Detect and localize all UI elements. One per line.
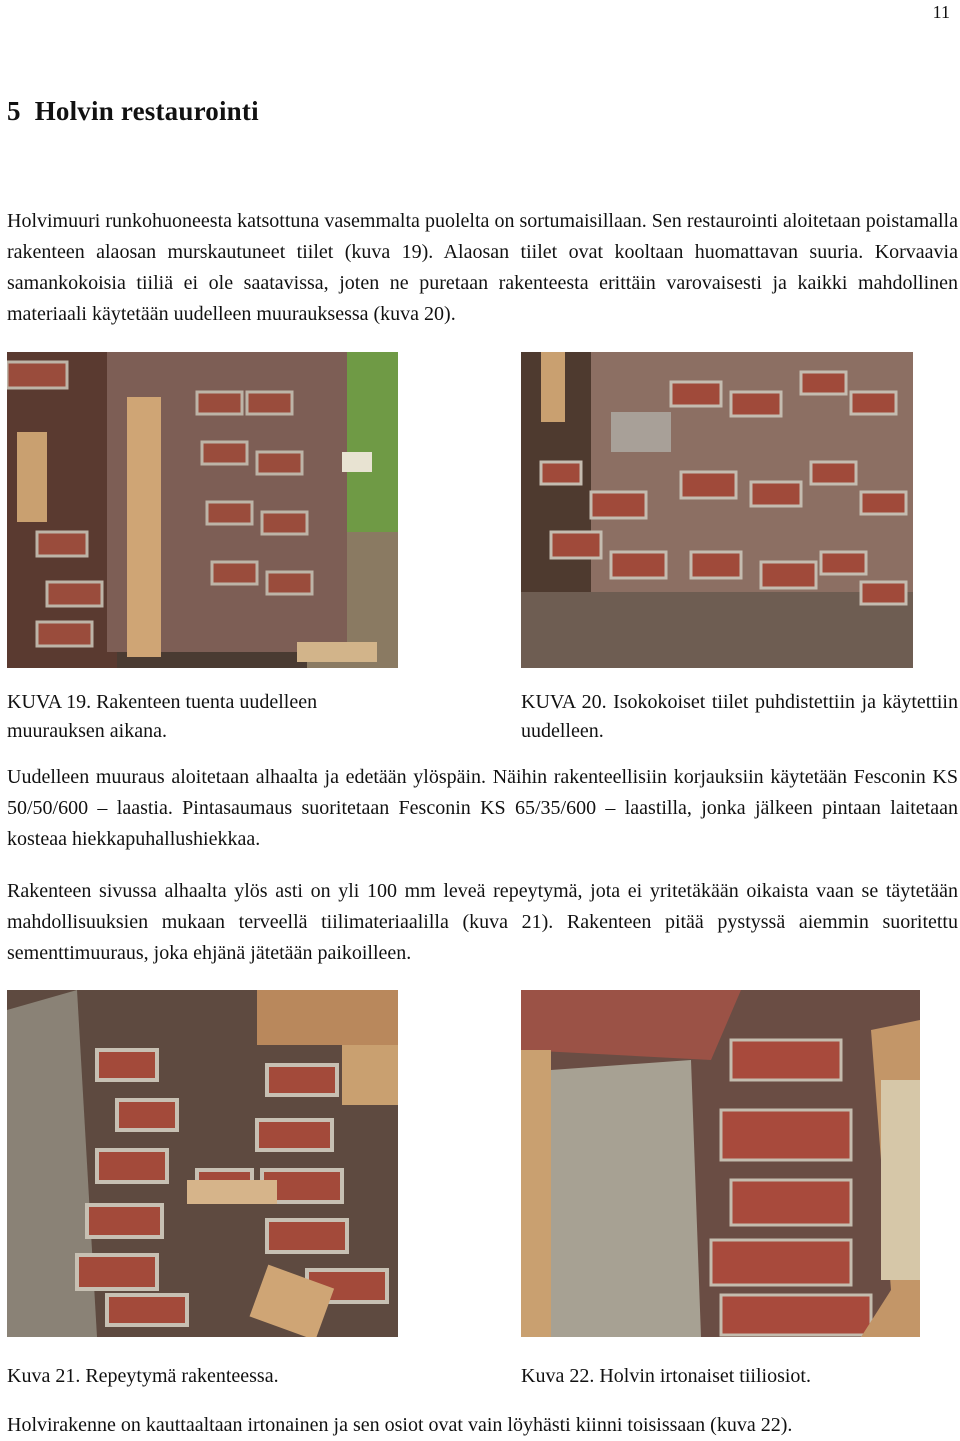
photo-kuva-21 bbox=[7, 990, 398, 1337]
section-number: 5 bbox=[7, 96, 21, 126]
page-number: 11 bbox=[932, 2, 950, 22]
paragraph-3: Rakenteen sivussa alhaalta ylös asti on yli 100 mm leveä repeytymä, jota ei yritetäkään oikaista vaan se täytetään mahdollisuuksien mukaan terveellä tiilimateriaalilla (kuva 21). Rakenteen pitää pystyssä aiemmin suoritettu sementtimuuraus, joka ehjänä jätetään paikoilleen. bbox=[7, 880, 958, 964]
paragraph-4: Holvirakenne on kauttaaltaan irtonainen ja sen osiot ovat vain löyhästi kiinni toisissaan (kuva 22). bbox=[7, 1414, 793, 1436]
paragraph-2: Uudelleen muuraus aloitetaan alhaalta ja edetään ylöspäin. Näihin rakenteellisiin korjauksiin käytetään Fesconin KS 50/50/600 – laastia. Pintasaumaus suoritetaan Fesconin KS 65/35/600 – laastilla, jonka jälkeen pintaan laitetaan kosteaa hiekkapuhallushiekkaa. bbox=[7, 766, 958, 850]
caption-kuva-20: KUVA 20. Isokokoiset tiilet puhdistettiin ja käytettiin uudelleen. bbox=[521, 691, 958, 742]
photo-kuva-20 bbox=[521, 352, 913, 668]
section-heading bbox=[7, 96, 259, 127]
caption-kuva-22: Kuva 22. Holvin irtonaiset tiiliosiot. bbox=[521, 1365, 811, 1387]
paragraph-1: Holvimuuri runkohuoneesta katsottuna vasemmalta puolelta on sortumaisillaan. Sen restaurointi aloitetaan poistamalla rakenteen alaosan murskautuneet tiilet (kuva 19). Alaosan tiilet ovat kooltaan huomattavan suuria. Korvaavia samankokoisia tiiliä ei ole saatavissa, joten ne puretaan rakenteesta erittäin varovaisesti ja kaikki mahdollinen materiaali käytetään uudelleen muurauksessa (kuva 20). bbox=[7, 210, 958, 325]
caption-kuva-19: KUVA 19. Rakenteen tuenta uudelleen muurauksen aikana. bbox=[7, 691, 318, 742]
section-title: Holvin restaurointi bbox=[34, 96, 259, 126]
caption-kuva-21: Kuva 21. Repeytymä rakenteessa. bbox=[7, 1365, 279, 1387]
photo-kuva-22 bbox=[521, 990, 920, 1337]
photo-kuva-19 bbox=[7, 352, 398, 668]
